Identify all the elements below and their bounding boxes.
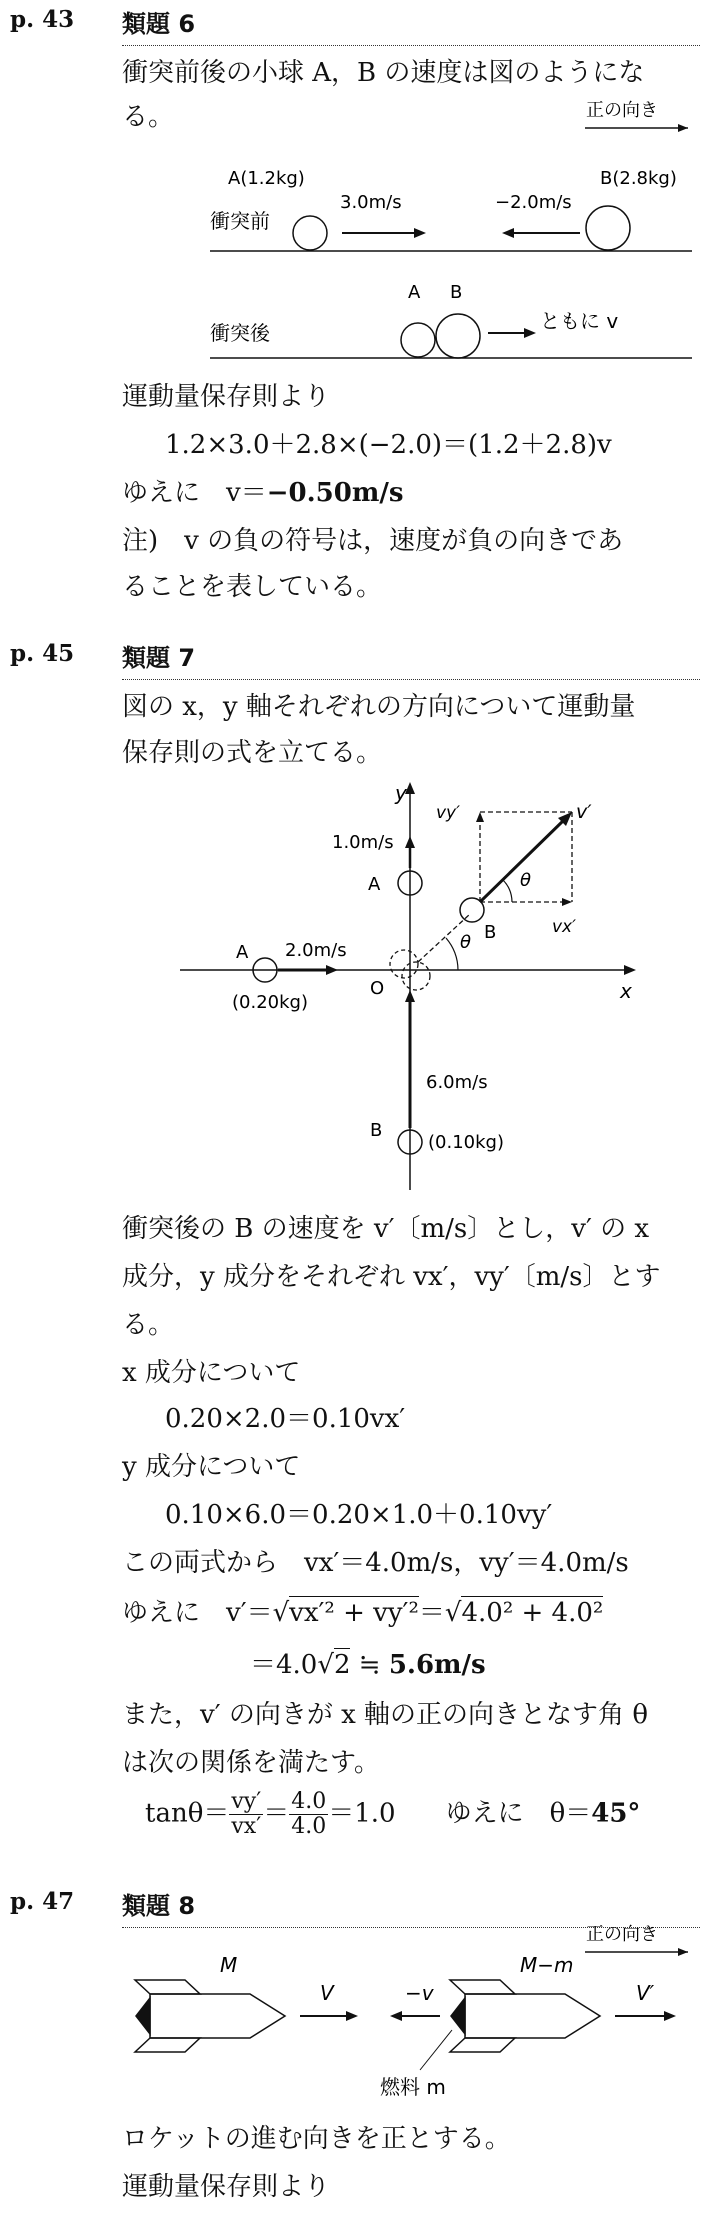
before-label: 衝突前 <box>210 209 270 233</box>
ball-b-after: B <box>450 282 463 303</box>
rocket-before <box>135 1980 285 2052</box>
v-prime-label: v′ <box>576 801 592 823</box>
b-mass: (0.10kg) <box>428 1132 504 1153</box>
rocket-after <box>450 1980 600 2052</box>
result-prefix: ゆえに v′＝ <box>122 1598 273 1628</box>
note-line: ることを表している。 <box>122 572 383 602</box>
collision-2d-figure <box>0 770 720 1200</box>
note-line: 注) v の負の符号は，速度が負の向きであ <box>122 526 624 556</box>
a-before-velocity: 2.0m/s <box>285 940 347 961</box>
denominator: 4.0 <box>291 1814 327 1840</box>
velocity-a-label: 3.0m/s <box>340 192 402 213</box>
rocket-figure <box>0 1922 720 2122</box>
result-prefix: ゆえに v＝ <box>122 478 267 508</box>
velocity-v-prime-label: V′ <box>636 1981 655 2005</box>
result-line: ゆえに v′＝√vx′² + vy′²＝√4.0² + 4.0² <box>122 1598 604 1628</box>
equation: 0.20×2.0＝0.10vx′ <box>165 1404 406 1434</box>
mass-m-minus-m-label: M−m <box>520 1953 574 1977</box>
equals: ＝ <box>418 1598 445 1628</box>
tan-line <box>145 1790 640 1839</box>
section-title-7: 類題 7 <box>122 638 700 680</box>
sqrt-expr: 4.0² + 4.0² <box>461 1598 604 1628</box>
answer: −0.50m/s <box>266 478 404 508</box>
text-line: y 成分について <box>122 1452 301 1482</box>
vy-label: vy′ <box>436 803 460 823</box>
b-velocity: 6.0m/s <box>426 1072 488 1093</box>
section-title-8: 類題 8 <box>122 1886 700 1928</box>
equation: 0.10×6.0＝0.20×1.0＋0.10vy′ <box>165 1500 553 1530</box>
b-after-label: B <box>484 922 497 943</box>
a-after-label: A <box>368 874 381 895</box>
ball-a-label: A(1.2kg) <box>228 168 305 189</box>
approx: ≒ <box>350 1650 389 1680</box>
ball-a-after: A <box>408 282 421 303</box>
section-title-6: 類題 6 <box>122 4 700 46</box>
positive-direction-label: 正の向き <box>586 100 658 121</box>
text-line: ロケットの進む向きを正とする。 <box>122 2124 511 2154</box>
answer: 45° <box>591 1798 641 1829</box>
tan-prefix: tanθ＝ <box>145 1798 230 1829</box>
a-mass: (0.20kg) <box>232 992 308 1013</box>
numerator: vy′ <box>231 1789 262 1814</box>
page-ref-47: p. 47 <box>10 1888 75 1915</box>
b-before-label: B <box>370 1120 383 1141</box>
collision-1d-figure <box>0 100 720 370</box>
ball-b-label: B(2.8kg) <box>600 168 677 189</box>
text-line: は次の関係を満たす。 <box>122 1748 380 1778</box>
result-prefix: ゆえに θ＝ <box>445 1798 592 1829</box>
velocity-v-label: V <box>320 1981 334 2005</box>
result-line: ＝4.0√2 ≒ 5.6m/s <box>250 1650 486 1680</box>
theta-label: θ <box>520 870 532 891</box>
result-line <box>122 472 403 509</box>
text-line: る。 <box>122 1310 175 1340</box>
answer: 5.6m/s <box>388 1650 486 1680</box>
text-line: この両式から vx′＝4.0m/s，vy′＝4.0m/s <box>122 1548 629 1578</box>
after-label: 衝突後 <box>210 321 270 345</box>
text-line: また，v′ の向きが x 軸の正の向きとなす角 θ <box>122 1700 648 1730</box>
text-line: 衝突後の B の速度を v′〔m/s〕とし，v′ の x <box>122 1214 650 1244</box>
vx-label: vx′ <box>552 917 576 937</box>
x-axis-label: x <box>620 979 632 1003</box>
text-line: 運動量保存則より <box>122 2172 331 2202</box>
fraction <box>229 1790 263 1839</box>
numerator: 4.0 <box>291 1789 327 1814</box>
velocity-b-label: −2.0m/s <box>495 192 572 213</box>
theta-label-2: θ <box>460 932 472 953</box>
equation: 1.2×3.0＋2.8×(−2.0)＝(1.2＋2.8)v <box>165 430 612 460</box>
origin-label: O <box>370 978 385 999</box>
text-line: 運動量保存則より <box>122 382 331 412</box>
fuel-label: 燃料 m <box>380 2075 446 2099</box>
y-axis-label: y <box>395 781 407 805</box>
equals: ＝ <box>263 1798 290 1829</box>
text-line: x 成分について <box>122 1358 301 1388</box>
sqrt-expr: 2 <box>333 1650 351 1680</box>
result-prefix: ＝4.0 <box>250 1650 318 1680</box>
text-line: 衝突前後の小球 A，B の速度は図のようにな <box>122 58 645 88</box>
positive-direction-label: 正の向き <box>586 1924 658 1945</box>
text-line: 保存則の式を立てる。 <box>122 738 383 768</box>
fraction <box>289 1790 328 1839</box>
denominator: vx′ <box>231 1814 262 1840</box>
text-line: 図の x，y 軸それぞれの方向について運動量 <box>122 692 636 722</box>
text-line: る。 <box>122 102 175 132</box>
mass-m-label: M <box>220 1953 238 1977</box>
a-after-velocity: 1.0m/s <box>332 832 394 853</box>
text-line: 成分，y 成分をそれぞれ vx′，vy′〔m/s〕とす <box>122 1262 661 1292</box>
page-ref-43: p. 43 <box>10 6 75 33</box>
a-before-label: A <box>236 942 249 963</box>
tan-result: ＝1.0 <box>328 1798 396 1829</box>
neg-v-label: −v <box>405 1981 434 2005</box>
page-ref-45: p. 45 <box>10 640 75 667</box>
together-label: ともに v <box>540 309 619 333</box>
sqrt-expr: vx′² + vy′² <box>289 1598 419 1628</box>
